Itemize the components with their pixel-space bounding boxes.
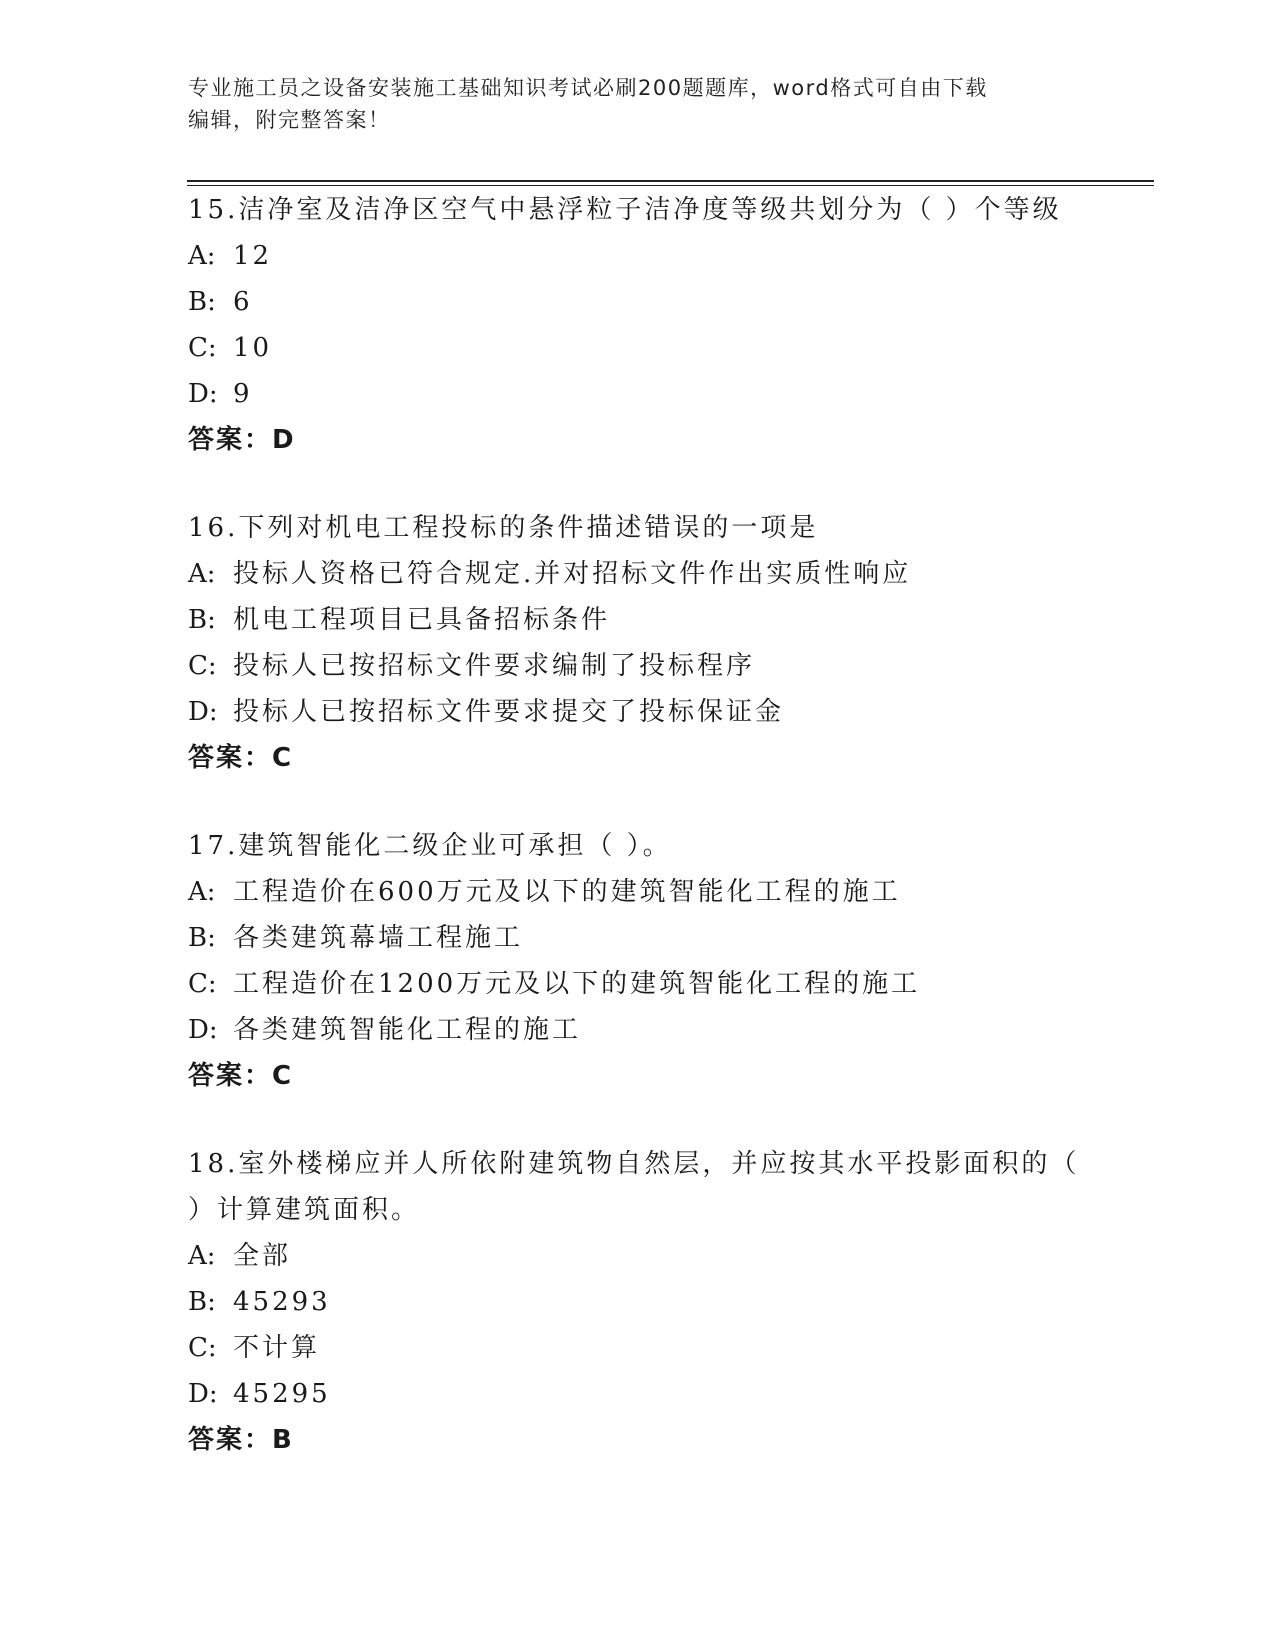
option-text: 工程造价在1200万元及以下的建筑智能化工程的施工 xyxy=(233,969,921,999)
header-line-2: 编辑，附完整答案！ xyxy=(188,108,391,132)
question-stem-continued: ）计算建筑面积。 xyxy=(188,1195,421,1225)
option-text: 工程造价在600万元及以下的建筑智能化工程的施工 xyxy=(233,877,901,907)
header-rule-thin xyxy=(187,185,1154,186)
option-d xyxy=(188,371,1088,417)
document-header xyxy=(188,72,1088,136)
question-15 xyxy=(188,187,1088,463)
answer-label: 答案：D xyxy=(188,425,296,455)
option-c xyxy=(188,961,1088,1007)
option-key: A: xyxy=(188,877,216,907)
option-a xyxy=(188,233,1088,279)
option-key: B: xyxy=(188,605,216,635)
option-key: A: xyxy=(188,1241,216,1271)
option-c xyxy=(188,325,1088,371)
option-a xyxy=(188,1233,1088,1279)
option-text: 6 xyxy=(233,287,253,317)
option-text: 9 xyxy=(233,379,253,409)
question-stem: 16.下列对机电工程投标的条件描述错误的一项是 xyxy=(188,513,819,543)
option-text: 投标人已按招标文件要求提交了投标保证金 xyxy=(233,697,785,727)
option-b xyxy=(188,915,1088,961)
option-c xyxy=(188,643,1088,689)
question-stem: 18.室外楼梯应并人所依附建筑物自然层，并应按其水平投影面积的（ xyxy=(188,1149,1080,1179)
answer-label: 答案：B xyxy=(188,1425,294,1455)
option-text: 全部 xyxy=(233,1241,292,1271)
question-16 xyxy=(188,505,1088,781)
option-key: C: xyxy=(188,651,217,681)
question-stem: 15.洁净室及洁净区空气中悬浮粒子洁净度等级共划分为（ ）个等级 xyxy=(188,195,1062,225)
option-key: A: xyxy=(188,559,216,589)
option-a xyxy=(188,551,1088,597)
option-text: 各类建筑幕墙工程施工 xyxy=(233,923,524,953)
option-text: 机电工程项目已具备招标条件 xyxy=(233,605,611,635)
option-c xyxy=(188,1325,1088,1371)
question-17 xyxy=(188,823,1088,1099)
option-text: 投标人已按招标文件要求编制了投标程序 xyxy=(233,651,756,681)
answer-label: 答案：C xyxy=(188,1061,294,1091)
option-d xyxy=(188,689,1088,735)
option-key: A: xyxy=(188,241,216,271)
option-b xyxy=(188,597,1088,643)
option-key: C: xyxy=(188,333,217,363)
option-text: 45295 xyxy=(233,1379,331,1409)
option-a xyxy=(188,869,1088,915)
option-key: B: xyxy=(188,923,216,953)
question-stem: 17.建筑智能化二级企业可承担（ ）。 xyxy=(188,831,672,861)
option-key: B: xyxy=(188,287,216,317)
option-key: D: xyxy=(188,697,218,727)
option-text: 45293 xyxy=(233,1287,331,1317)
option-key: B: xyxy=(188,1287,216,1317)
option-key: D: xyxy=(188,1015,218,1045)
answer-label: 答案：C xyxy=(188,743,294,773)
option-key: D: xyxy=(188,379,218,409)
question-18 xyxy=(188,1141,1088,1463)
option-b xyxy=(188,279,1088,325)
option-text: 投标人资格已符合规定.并对招标文件作出实质性响应 xyxy=(233,559,912,589)
option-d xyxy=(188,1007,1088,1053)
option-key: C: xyxy=(188,1333,217,1363)
option-key: D: xyxy=(188,1379,218,1409)
option-text: 各类建筑智能化工程的施工 xyxy=(233,1015,582,1045)
option-text: 10 xyxy=(233,333,273,363)
header-rule-thick xyxy=(187,180,1154,182)
option-b xyxy=(188,1279,1088,1325)
option-text: 12 xyxy=(233,241,273,271)
header-line-1: 专业施工员之设备安装施工基础知识考试必刷200题题库，word格式可自由下载 xyxy=(188,76,988,100)
option-d xyxy=(188,1371,1088,1417)
option-key: C: xyxy=(188,969,217,999)
option-text: 不计算 xyxy=(233,1333,321,1363)
